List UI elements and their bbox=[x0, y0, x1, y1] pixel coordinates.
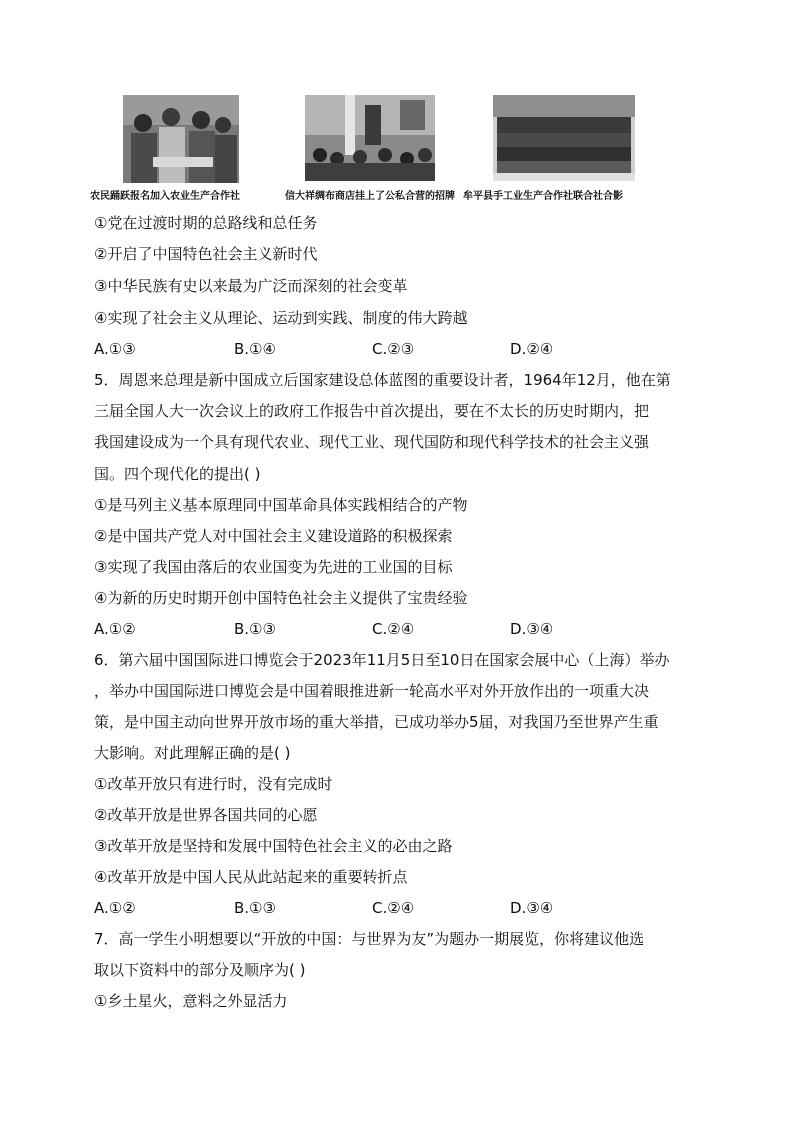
q5-option-c[interactable]: C.②④ bbox=[372, 620, 415, 638]
q6-stem-line-4: 大影响。对此理解正确的是( ) bbox=[94, 744, 291, 762]
q6-option-d[interactable]: D.③④ bbox=[510, 899, 554, 917]
q5-stem-line-1: 5．周恩来总理是新中国成立后国家建设总体蓝图的重要设计者，1964年12月，他在第 bbox=[94, 371, 671, 389]
q6-option-b[interactable]: B.①③ bbox=[234, 899, 276, 917]
q4-option-c[interactable]: C.②③ bbox=[372, 340, 415, 358]
q7-stem-line-1: 7．高一学生小明想要以“开放的中国：与世界为友”为题办一期展览，你将建议他选 bbox=[94, 930, 645, 948]
q5-options bbox=[94, 619, 574, 639]
q5-statement-1: ①是马列主义基本原理同中国革命具体实践相结合的产物 bbox=[94, 496, 468, 514]
q4-statement-1: ①党在过渡时期的总路线和总任务 bbox=[94, 214, 318, 232]
q6-statement-3: ③改革开放是坚持和发展中国特色社会主义的必由之路 bbox=[94, 837, 453, 855]
photo-group-image bbox=[493, 95, 635, 181]
q5-option-a[interactable]: A.①② bbox=[94, 620, 136, 638]
q6-statement-2: ②改革开放是世界各国共同的心愿 bbox=[94, 806, 318, 824]
q4-options bbox=[94, 339, 574, 359]
q5-stem-line-3: 我国建设成为一个具有现代农业、现代工业、现代国防和现代科学技术的社会主义强 bbox=[94, 433, 650, 451]
q4-option-d[interactable]: D.②④ bbox=[510, 340, 554, 358]
photo-caption: 农民踊跃报名加入农业生产合作社 bbox=[90, 191, 240, 202]
q4-option-a[interactable]: A.①③ bbox=[94, 340, 136, 358]
photo-caption: 牟平县手工业生产合作社联合社合影 bbox=[463, 191, 623, 202]
photo-strip bbox=[90, 95, 710, 205]
q6-statement-4: ④改革开放是中国人民从此站起来的重要转折点 bbox=[94, 868, 408, 886]
q5-statement-4: ④为新的历史时期开创中国特色社会主义提供了宝贵经验 bbox=[94, 589, 468, 607]
q7-stem-line-2: 取以下资料中的部分及顺序为( ) bbox=[94, 961, 306, 979]
q6-stem-line-3: 策，是中国主动向世界开放市场的重大举措，已成功举办5届，对我国乃至世界产生重 bbox=[94, 713, 659, 731]
q6-statement-1: ①改革开放只有进行时，没有完成时 bbox=[94, 775, 333, 793]
q5-statement-2: ②是中国共产党人对中国社会主义建设道路的积极探索 bbox=[94, 527, 453, 545]
q4-statement-2: ②开启了中国特色社会主义新时代 bbox=[94, 245, 318, 263]
photo-caption: 信大祥绸布商店挂上了公私合营的招牌 bbox=[285, 191, 455, 202]
q7-statement-1: ①乡土星火，意料之外显活力 bbox=[94, 992, 288, 1010]
photo-farmers-image bbox=[123, 95, 239, 183]
q5-stem-line-2: 三届全国人大一次会议上的政府工作报告中首次提出，要在不太长的历史时期内，把 bbox=[94, 402, 650, 420]
photo-shop-image bbox=[305, 95, 435, 181]
q5-stem-line-4: 国。四个现代化的提出( ) bbox=[94, 465, 261, 483]
q6-option-a[interactable]: A.①② bbox=[94, 899, 136, 917]
q5-option-b[interactable]: B.①③ bbox=[234, 620, 276, 638]
q6-stem-line-1: 6．第六届中国国际进口博览会于2023年11月5日至10日在国家会展中心（上海）举办 bbox=[94, 651, 670, 669]
q6-options bbox=[94, 898, 574, 918]
q4-option-b[interactable]: B.①④ bbox=[234, 340, 276, 358]
q6-stem-line-2: ，举办中国国际进口博览会是中国着眼推进新一轮高水平对外开放作出的一项重大决 bbox=[94, 682, 650, 700]
q5-option-d[interactable]: D.③④ bbox=[510, 620, 554, 638]
q6-option-c[interactable]: C.②④ bbox=[372, 899, 415, 917]
q4-statement-3: ③中华民族有史以来最为广泛而深刻的社会变革 bbox=[94, 277, 408, 295]
q5-statement-3: ③实现了我国由落后的农业国变为先进的工业国的目标 bbox=[94, 558, 453, 576]
q4-statement-4: ④实现了社会主义从理论、运动到实践、制度的伟大跨越 bbox=[94, 309, 468, 327]
